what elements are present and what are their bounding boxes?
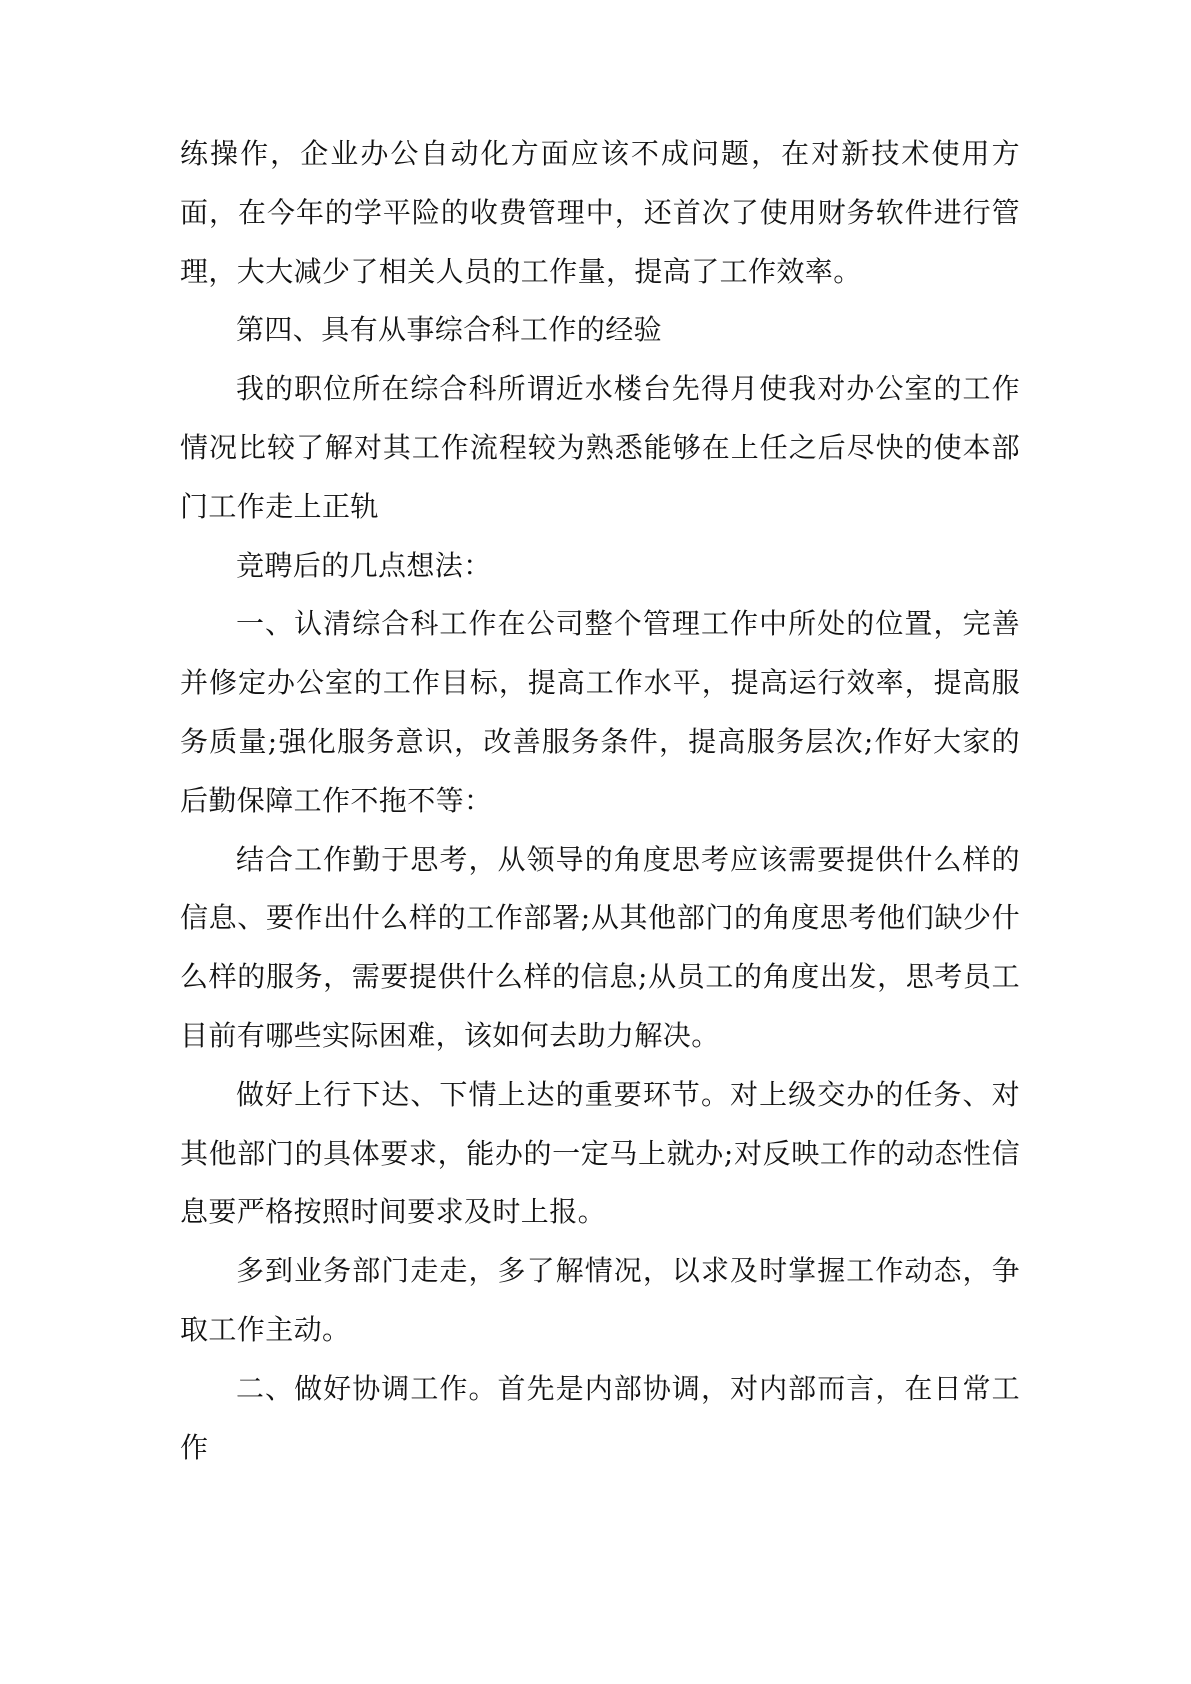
paragraph-7: 做好上行下达、下情上达的重要环节。对上级交办的任务、对其他部门的具体要求，能办的一定马上就办;对反映工作的动态性信息要严格按照时间要求及时上报。	[180, 1077, 1020, 1229]
paragraph-2-heading: 第四、具有从事综合科工作的经验	[236, 313, 663, 347]
paragraph-1: 练操作，企业办公自动化方面应该不成问题，在对新技术使用方面，在今年的学平险的收费管理中，还首次了使用财务软件进行管理，大大减少了相关人员的工作量，提高了工作效率。	[180, 137, 1020, 288]
document-body	[180, 125, 1020, 1477]
paragraph-4-heading: 竞聘后的几点想法：	[236, 548, 492, 582]
paragraph-3: 我的职位所在综合科所谓近水楼台先得月使我对办公室的工作情况比较了解对其工作流程较为熟悉能够在上任之后尽快的使本部门工作走上正轨	[180, 372, 1020, 523]
paragraph-6: 结合工作勤于思考，从领导的角度思考应该需要提供什么样的信息、要作出什么样的工作部署;从其他部门的角度思考他们缺少什么样的服务，需要提供什么样的信息;从员工的角度出发，思考员工目前有哪些实际困难，该如何去助力解决。	[180, 842, 1020, 1052]
paragraph-5: 一、认清综合科工作在公司整个管理工作中所处的位置，完善并修定办公室的工作目标，提高工作水平，提高运行效率，提高服务质量;强化服务意识，改善服务条件，提高服务层次;作好大家的后勤保障工作不拖不等：	[180, 607, 1020, 817]
paragraph-9: 二、做好协调工作。首先是内部协调，对内部而言，在日常工作	[180, 1371, 1020, 1464]
paragraph-8: 多到业务部门走走，多了解情况，以求及时掌握工作动态，争取工作主动。	[180, 1254, 1020, 1346]
